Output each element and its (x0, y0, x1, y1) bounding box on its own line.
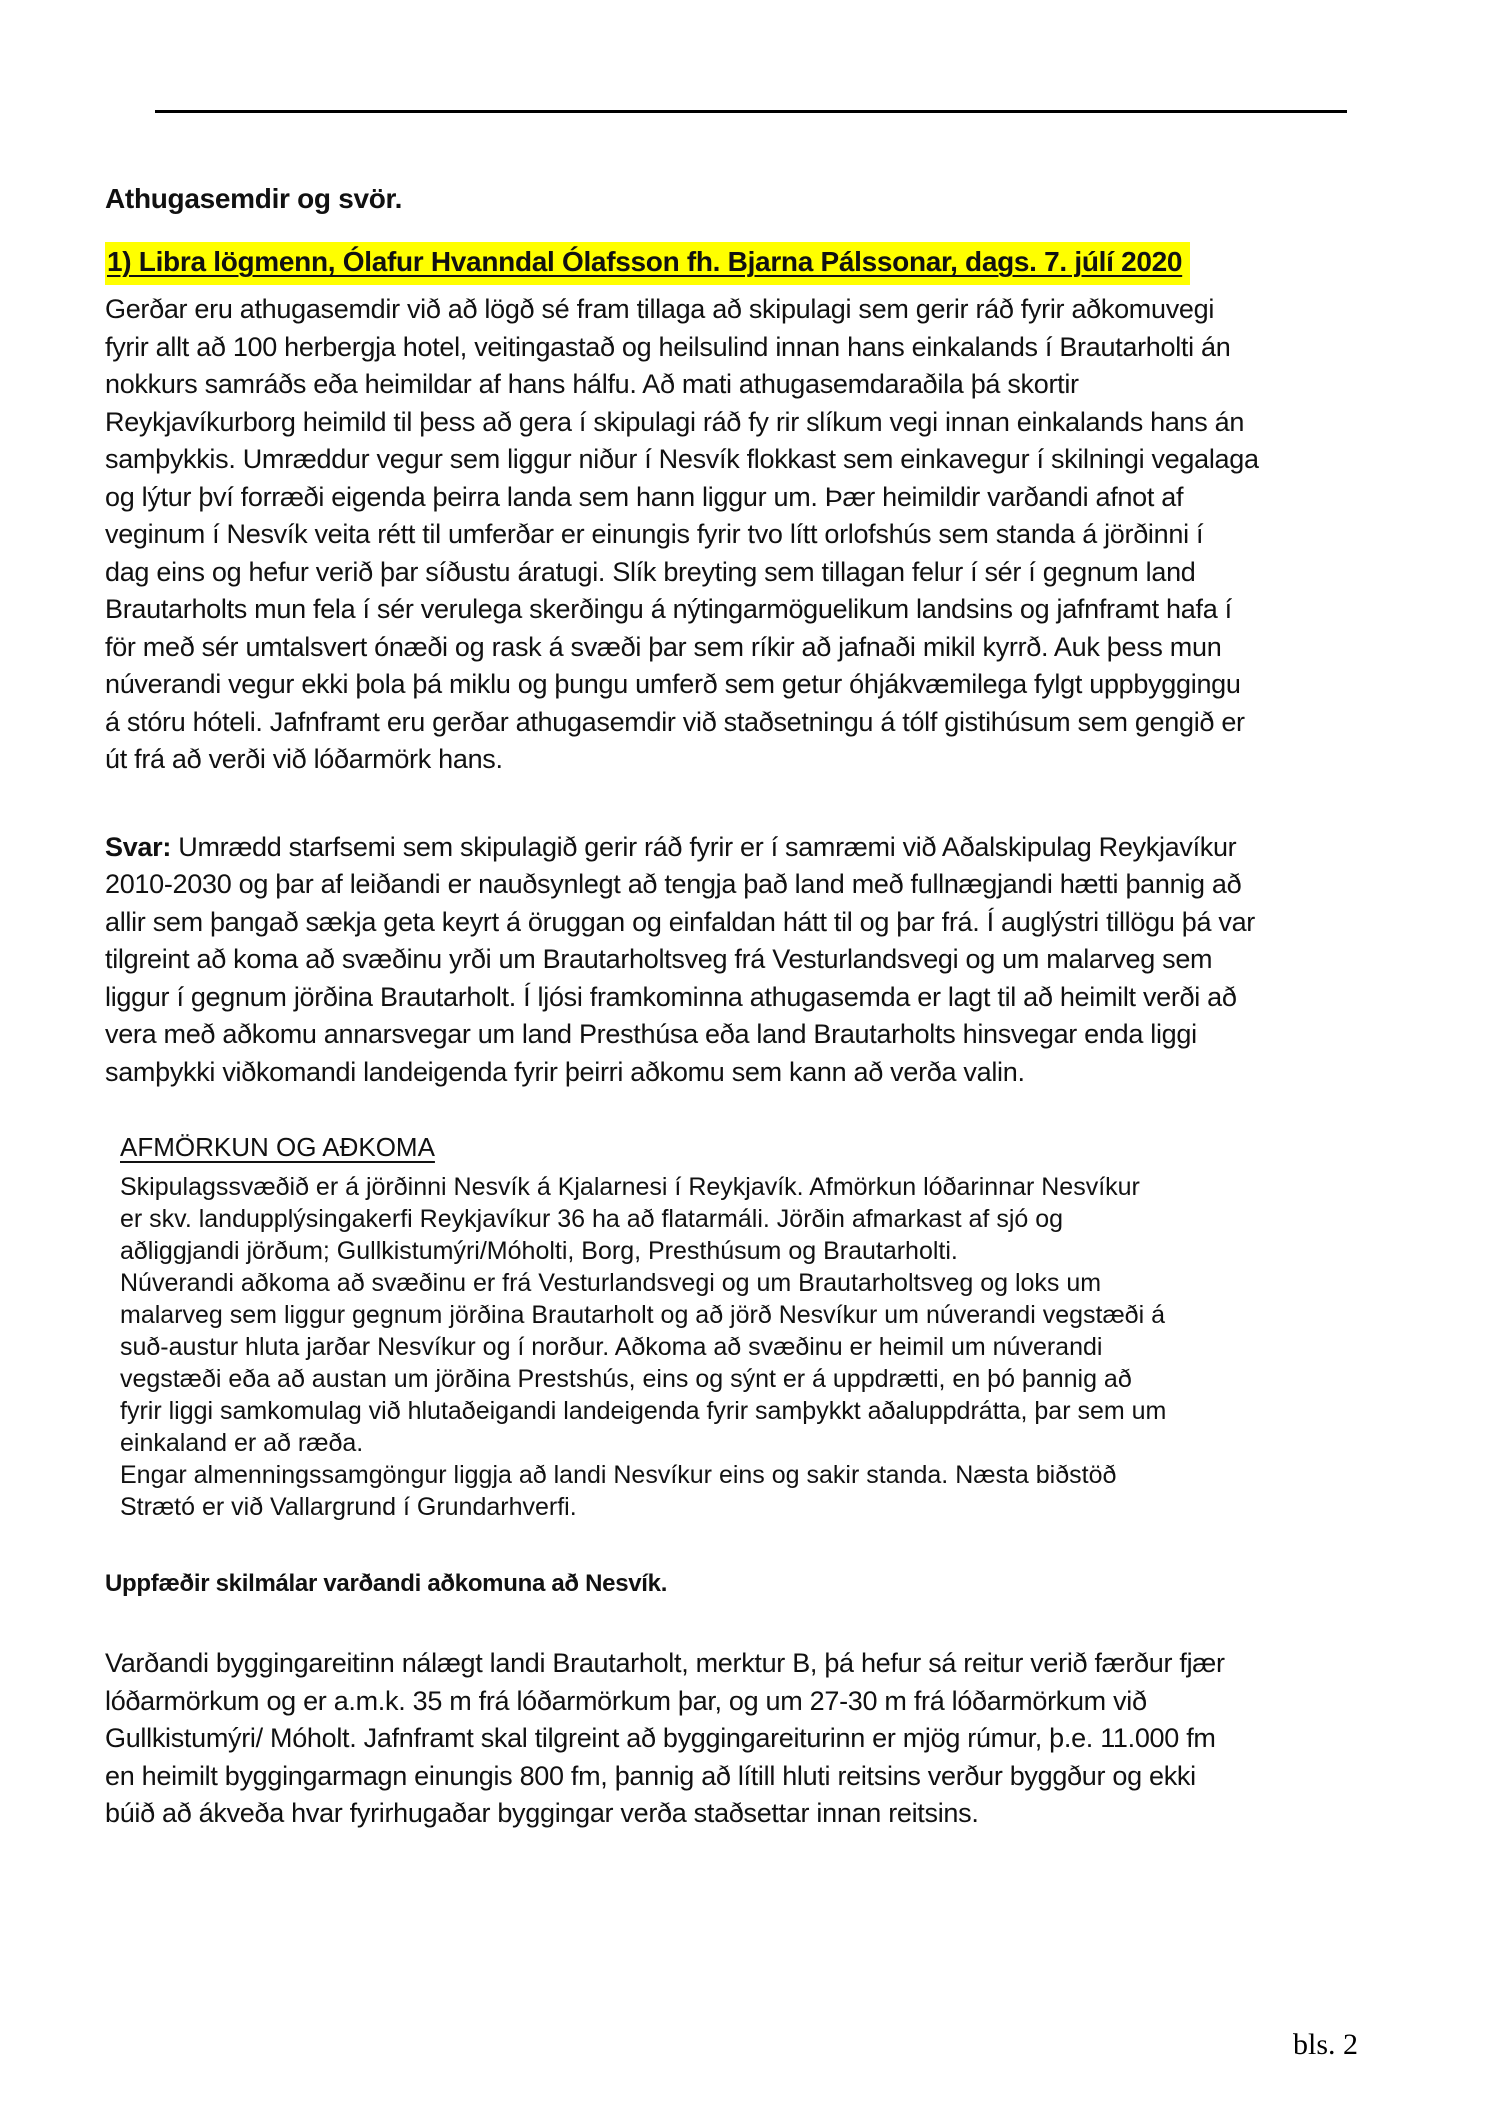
svar-first-line-text: Umrædd starfsemi sem skipulagið gerir ráð fyrir er í samræmi við Aðalskipulag Reykjavíkur (171, 831, 1237, 862)
section1-heading (105, 242, 1405, 285)
section1-comment-paragraph: Gerðar eru athugasemdir við að lögð sé fram tillaga að skipulagi sem gerir ráð fyrir aðkomuvegi fyrir allt að 100 herbergja hotel, veitingastað og heilsulind innan hans einkalands í Brautarholti án nokkurs samráðs eða heimildar af hans hálfu. Að mati athugasemdaraðila þá skortir Reykjavíkurborg heimild til þess að gera í skipulagi ráð fy rir slíkum vegi innan einkalands hans án samþykkis. Umræddur vegur sem liggur niður í Nesvík flokkast sem einkavegur í skilningi vegalaga og lýtur því forræði eigenda þeirra landa sem hann liggur um. Þær heimildir varðandi afnot af veginum í Nesvík veita rétt til umferðar er einungis fyrir tvo lítt orlofshús sem standa á jörðinni í dag eins og hefur verið þar síðustu áratugi. Slík breyting sem tillagan felur í sér í gegnum land Brautarholts mun fela í sér verulega skerðingu á nýtingarmöguelikum landsins og jafnframt hafa í för með sér umtalsvert ónæði og rask á svæði þar sem ríkir að jafnaði mikil kyrrð. Auk þess mun núverandi vegur ekki þola þá miklu og þungu umferð sem getur óhjákvæmilega fylgt uppbyggingu á stóru hóteli. Jafnframt eru gerðar athugasemdir við staðsetningu á tólf gistihúsum sem gengið er út frá að verði við lóðarmörk hans. (105, 294, 1259, 774)
excerpt-block (120, 1131, 1405, 1523)
svar-remaining-lines: 2010-2030 og þar af leiðandi er nauðsynlegt að tengja það land með fullnægjandi hætti þannig að allir sem þangað sækja geta keyrt á öruggan og einfaldan hátt til og þar frá. Í auglýstri tillögu þá var tilgreint að koma að svæðinu yrði um Brautarholtsveg frá Vesturlandsvegi og um malarveg sem liggur í gegnum jörðina Brautarholt. Í ljósi framkominna athugasemda er lagt til að heimilt verði að vera með aðkomu annarsvegar um land Presthúsa eða land Brautarholts hinsvegar enda liggi samþykki viðkomandi landeigenda fyrir þeirri aðkomu sem kann að verða valin. (105, 869, 1255, 1087)
svar-label: Svar: (105, 831, 172, 862)
page-number: bls. 2 (1293, 2028, 1359, 2061)
closing-paragraph: Varðandi byggingareitinn nálægt landi Brautarholt, merktur B, þá hefur sá reitur verið færður fjær lóðarmörkum og er a.m.k. 35 m frá lóðarmörkum þar, og um 27-30 m frá lóðarmörkum við Gullkistumýri/ Móholt. Jafnframt skal tilgreint að byggingareiturinn er mjög rúmur, þ.e. 11.000 fm en heimilt byggingarmagn einungis 800 fm, þannig að lítill hluti reitsins verður byggður og ekki búið að ákveða hvar fyrirhugaðar byggingar verða staðsettar innan reitsins. (105, 1648, 1225, 1828)
updated-terms-subheading: Uppfæðir skilmálar varðandi aðkomuna að Nesvík. (105, 1570, 668, 1597)
page-title: Athugasemdir og svör. (105, 183, 403, 214)
excerpt-heading: AFMÖRKUN OG AÐKOMA (120, 1132, 435, 1162)
svar-first-line (105, 829, 1405, 867)
excerpt-body: Skipulagssvæðið er á jörðinni Nesvík á Kjalarnesi í Reykjavík. Afmörkun lóðarinnar Nesvíkur er skv. landupplýsingakerfi Reykjavíkur 36 ha að flatarmáli. Jörðin afmarkast af sjó og aðliggjandi jörðum; Gullkistumýri/Móholti, Borg, Presthúsum og Brautarholti. Núverandi aðkoma að svæðinu er frá Vesturlandsvegi og um Brautarholtsveg og loks um malarveg sem liggur gegnum jörðina Brautarholt og að jörð Nesvíkur um núverandi vegstæði á suð-austur hluta jarðar Nesvíkur og í norður. Aðkoma að svæðinu er heimil um núverandi vegstæði eða að austan um jörðina Prestshús, eins og sýnt er á uppdrætti, en þó þannig að fyrir liggi samkomulag við hlutaðeigandi landeigenda fyrir samþykkt aðaluppdrátta, þar sem um einkaland er að ræða. Engar almenningssamgöngur liggja að landi Nesvíkur eins og sakir standa. Næsta biðstöð Strætó er við Vallargrund í Grundarhverfi. (120, 1173, 1167, 1521)
section1-heading-text: 1) Libra lögmenn, Ólafur Hvanndal Ólafsson fh. Bjarna Pálssonar, dags. 7. júlí 2020 (105, 242, 1190, 285)
document-content (105, 0, 1405, 1833)
svar-paragraph (105, 829, 1405, 1092)
